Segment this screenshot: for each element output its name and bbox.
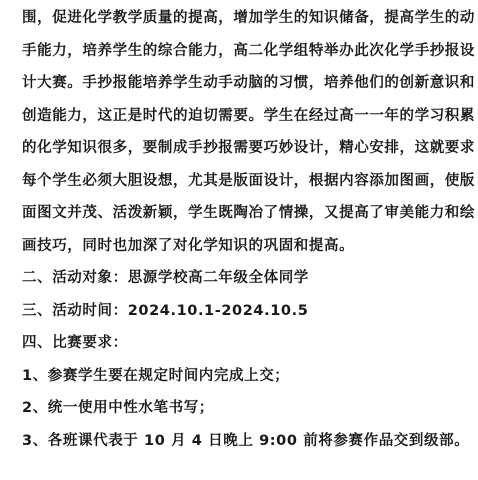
document-body [22, 2, 475, 457]
requirement-1: 1、参赛学生要在规定时间内完成上交； [22, 367, 290, 384]
requirement-2: 2、统一使用中性水笔书写； [22, 400, 214, 416]
intro-line-7: 面图文并茂、活泼新颖，学生既陶冶了情操，又提高了审美能力和绘 [22, 205, 475, 221]
section-requirements-heading: 四、比赛要求： [22, 335, 128, 351]
requirement-3: 3、各班课代表于 10 月 4 日晚上 9:00 前将参赛作品交到级部。 [22, 432, 470, 449]
intro-line-2: 手能力，培养学生的综合能力，高二化学组特举办此次化学手抄报设 [22, 42, 475, 59]
intro-line-4: 创造能力，这正是时代的迫切需要。学生在经过高一一年的学习积累 [22, 107, 475, 124]
intro-line-1: 围，促进化学教学质量的提高，增加学生的知识储备，提高学生的动 [22, 10, 475, 26]
section-time: 三、活动时间：2024.10.1-2024.10.5 [22, 302, 309, 319]
section-participants: 二、活动对象：思源学校高二年级全体同学 [22, 270, 309, 286]
intro-line-3: 计大赛。手抄报能培养学生动手动脑的习惯，培养他们的创新意识和 [22, 75, 475, 91]
intro-line-5: 的化学知识很多，要制成手抄报需要巧妙设计，精心安排，这就要求 [22, 140, 475, 156]
intro-line-8: 画技巧，同时也加深了对化学知识的巩固和提高。 [22, 237, 355, 254]
intro-line-6: 每个学生必须大胆设想，尤其是版面设计，根据内容添加图画，使版 [22, 172, 475, 189]
